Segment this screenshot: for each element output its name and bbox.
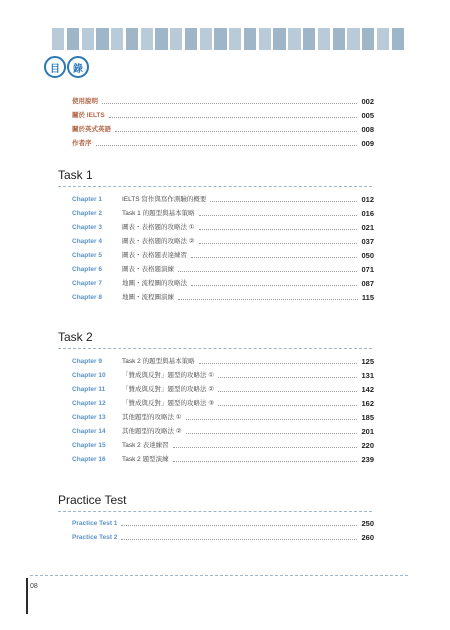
chapter-title: 其他題型的攻略法 ① xyxy=(122,414,182,421)
leader-dots xyxy=(199,215,358,216)
toc-page-number: 016 xyxy=(361,209,374,218)
toc-chapter-row[interactable] xyxy=(72,250,374,262)
toc-page-number: 250 xyxy=(361,519,374,528)
toc-page-number: 260 xyxy=(361,533,374,542)
leader-dots xyxy=(178,299,358,300)
leader-dots xyxy=(199,229,358,230)
chapter-label: Chapter 5 xyxy=(72,252,102,259)
toc-page-number: 050 xyxy=(361,251,374,260)
decorative-stripe xyxy=(214,28,226,50)
chapter-title: 圖表・表格題演練 xyxy=(122,266,174,273)
toc-front-row[interactable] xyxy=(72,110,374,122)
decorative-stripe xyxy=(67,28,79,50)
toc-page-number: 201 xyxy=(361,427,374,436)
leader-dots xyxy=(109,117,358,118)
toc-entry-title: 作者序 xyxy=(72,140,92,147)
section-heading-practice-test: Practice Test xyxy=(58,493,127,507)
leader-dots xyxy=(186,433,358,434)
leader-dots xyxy=(96,145,358,146)
chapter-label: Chapter 10 xyxy=(72,372,106,379)
chapter-title: 地圖・流程圖演練 xyxy=(122,294,174,301)
decorative-stripe xyxy=(141,28,153,50)
chapter-title: Task 2 的題型與基本策略 xyxy=(122,358,195,365)
toc-front-row[interactable] xyxy=(72,138,374,150)
toc-chapter-row[interactable] xyxy=(72,278,374,290)
decorative-stripe xyxy=(259,28,271,50)
leader-dots xyxy=(173,461,358,462)
chapter-title: 「贊成與反對」題型的攻略法 ② xyxy=(122,386,215,393)
toc-chapter-row[interactable] xyxy=(72,236,374,248)
leader-dots xyxy=(121,539,357,540)
practice-test-label: Practice Test 2 xyxy=(72,534,118,541)
chapter-label: Chapter 2 xyxy=(72,210,102,217)
decorative-stripe xyxy=(200,28,212,50)
chapter-title: 圖表・表格題的攻略法 ① xyxy=(122,224,195,231)
leader-dots xyxy=(178,271,357,272)
decorative-stripe-band xyxy=(52,28,404,50)
toc-chapter-row[interactable] xyxy=(72,426,374,438)
decorative-stripe xyxy=(362,28,374,50)
chapter-label: Chapter 9 xyxy=(72,358,102,365)
leader-dots xyxy=(121,525,357,526)
leader-dots xyxy=(199,243,358,244)
toc-chapter-row[interactable] xyxy=(72,194,374,206)
leader-dots xyxy=(191,285,357,286)
toc-page-number: 037 xyxy=(361,237,374,246)
toc-page-number: 220 xyxy=(361,441,374,450)
leader-dots xyxy=(186,419,358,420)
leader-dots xyxy=(218,377,357,378)
leader-dots xyxy=(218,391,357,392)
decorative-stripe xyxy=(82,28,94,50)
decorative-stripe xyxy=(170,28,182,50)
toc-page-number: 008 xyxy=(361,125,374,134)
toc-chapter-row[interactable] xyxy=(72,292,374,304)
decorative-stripe xyxy=(392,28,404,50)
decorative-stripe xyxy=(303,28,315,50)
toc-page-number: 071 xyxy=(361,265,374,274)
toc-page-number: 125 xyxy=(361,357,374,366)
leader-dots xyxy=(102,103,357,104)
toc-chapter-row[interactable] xyxy=(72,440,374,452)
chapter-title: 其他題型的攻略法 ② xyxy=(122,428,182,435)
decorative-stripe xyxy=(229,28,241,50)
chapter-label: Chapter 8 xyxy=(72,294,102,301)
section-divider xyxy=(58,511,372,512)
decorative-stripe xyxy=(318,28,330,50)
section-divider xyxy=(58,348,372,349)
footer-divider xyxy=(30,575,408,576)
toc-page-number: 009 xyxy=(361,139,374,148)
leader-dots xyxy=(115,131,357,132)
toc-page-number: 002 xyxy=(361,97,374,106)
chapter-label: Chapter 11 xyxy=(72,386,106,393)
chapter-label: Chapter 6 xyxy=(72,266,102,273)
chapter-title: 圖表・表格題表達練習 xyxy=(122,252,187,259)
toc-page-number: 162 xyxy=(361,399,374,408)
chapter-label: Chapter 1 xyxy=(72,196,102,203)
chapter-title: 地圖・流程圖的攻略法 xyxy=(122,280,187,287)
decorative-stripe xyxy=(377,28,389,50)
chapter-title: 「贊成與反對」題型的攻略法 ① xyxy=(122,372,215,379)
decorative-stripe xyxy=(333,28,345,50)
section-divider xyxy=(58,186,372,187)
decorative-stripe xyxy=(126,28,138,50)
decorative-stripe xyxy=(244,28,256,50)
section-heading-task-1: Task 1 xyxy=(58,168,93,182)
toc-entry-title: 使用說明 xyxy=(72,98,98,105)
toc-chapter-row[interactable] xyxy=(72,222,374,234)
toc-entry-title: 關於 IELTS xyxy=(72,112,105,119)
toc-chapter-row[interactable] xyxy=(72,398,374,410)
toc-entry-title: 關於英式英語 xyxy=(72,126,111,133)
folio-bar xyxy=(26,578,28,614)
decorative-stripe xyxy=(96,28,108,50)
toc-front-row[interactable] xyxy=(72,124,374,136)
toc-practice-row[interactable] xyxy=(72,532,374,544)
leader-dots xyxy=(191,257,357,258)
decorative-stripe xyxy=(111,28,123,50)
toc-front-row[interactable] xyxy=(72,96,374,108)
toc-chapter-row[interactable] xyxy=(72,208,374,220)
decorative-stripe xyxy=(52,28,64,50)
toc-page-number: 005 xyxy=(361,111,374,120)
decorative-stripe xyxy=(155,28,167,50)
toc-practice-row[interactable] xyxy=(72,518,374,530)
chapter-label: Chapter 7 xyxy=(72,280,102,287)
chapter-label: Chapter 14 xyxy=(72,428,106,435)
chapter-title: Task 1 的題型與基本策略 xyxy=(122,210,195,217)
page-folio: 08 xyxy=(30,583,38,590)
chapter-label: Chapter 3 xyxy=(72,224,102,231)
chapter-label: Chapter 16 xyxy=(72,456,106,463)
leader-dots xyxy=(173,447,358,448)
toc-chapter-row[interactable] xyxy=(72,356,374,368)
chapter-title: IELTS 寫作與寫作測驗的概要 xyxy=(122,196,207,203)
toc-page-number: 131 xyxy=(361,371,374,380)
leader-dots xyxy=(218,405,357,406)
decorative-stripe xyxy=(273,28,285,50)
decorative-stripe xyxy=(185,28,197,50)
chapter-title: 圖表・表格題的攻略法 ② xyxy=(122,238,195,245)
title-char-2: 錄 xyxy=(67,56,89,78)
toc-chapter-row[interactable] xyxy=(72,370,374,382)
toc-page-number: 087 xyxy=(361,279,374,288)
chapter-title: Task 2 表達練習 xyxy=(122,442,169,449)
decorative-stripe xyxy=(347,28,359,50)
toc-chapter-row[interactable] xyxy=(72,454,374,466)
chapter-label: Chapter 4 xyxy=(72,238,102,245)
toc-page-number: 021 xyxy=(361,223,374,232)
chapter-label: Chapter 12 xyxy=(72,400,106,407)
chapter-label: Chapter 13 xyxy=(72,414,106,421)
toc-page-number: 115 xyxy=(361,293,374,302)
chapter-title: 「贊成與反對」題型的攻略法 ③ xyxy=(122,400,215,407)
toc-title-badge xyxy=(44,56,89,78)
toc-page-number: 185 xyxy=(361,413,374,422)
title-char-1: 目 xyxy=(44,56,66,78)
chapter-title: Task 2 題型演練 xyxy=(122,456,169,463)
practice-test-label: Practice Test 1 xyxy=(72,520,118,527)
section-heading-task-2: Task 2 xyxy=(58,330,93,344)
leader-dots xyxy=(199,363,358,364)
toc-page-number: 239 xyxy=(361,455,374,464)
toc-page-number: 012 xyxy=(361,195,374,204)
leader-dots xyxy=(210,201,357,202)
decorative-stripe xyxy=(288,28,300,50)
toc-chapter-row[interactable] xyxy=(72,264,374,276)
toc-page-number: 142 xyxy=(361,385,374,394)
toc-chapter-row[interactable] xyxy=(72,384,374,396)
toc-chapter-row[interactable] xyxy=(72,412,374,424)
chapter-label: Chapter 15 xyxy=(72,442,106,449)
